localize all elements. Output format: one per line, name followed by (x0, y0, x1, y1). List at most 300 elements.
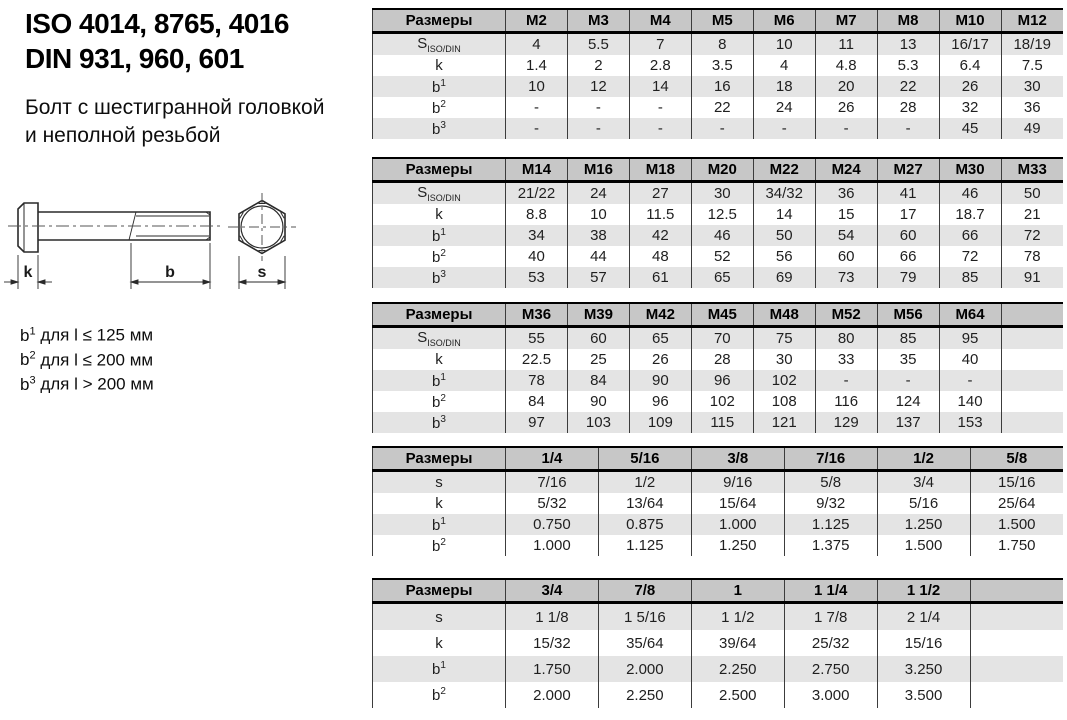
table-cell: 1.125 (598, 535, 691, 556)
table-cell: 7.5 (1001, 55, 1063, 76)
table-cell: 2 (567, 55, 629, 76)
table-cell: 60 (567, 327, 629, 350)
row-label: $b^1$ (373, 225, 506, 246)
table-row (373, 630, 1064, 656)
table-cell: 26 (815, 97, 877, 118)
page-subtitle (25, 94, 324, 150)
table-cell: 55 (506, 327, 568, 350)
table-cell: 103 (567, 412, 629, 433)
table-cell: 3.250 (877, 656, 970, 682)
table-cell: 65 (629, 327, 691, 350)
table-cell: 46 (939, 182, 1001, 205)
table-cell: 56 (753, 246, 815, 267)
row-label: $b^3$ (373, 267, 506, 288)
table-cell: 1.000 (691, 514, 784, 535)
table-cell: 2.000 (598, 656, 691, 682)
table-cell: 26 (629, 349, 691, 370)
table-cell: - (629, 97, 691, 118)
table-cell: 40 (506, 246, 568, 267)
table-cell: 41 (877, 182, 939, 205)
table-cell: 27 (629, 182, 691, 205)
table-cell: 84 (506, 391, 568, 412)
row-label-column-header: Размеры (373, 447, 506, 471)
table-cell: 1 1/8 (506, 603, 599, 631)
table-row (373, 267, 1064, 288)
table-cell: 15/64 (691, 493, 784, 514)
table-cell: 95 (939, 327, 1001, 350)
table-inch-large-wrap (372, 578, 1063, 708)
row-label: $b^2$ (373, 535, 506, 556)
table-cell: 2.8 (629, 55, 691, 76)
table-cell: - (567, 97, 629, 118)
table-cell: 13 (877, 33, 939, 56)
table-cell: 30 (1001, 76, 1063, 97)
size-column-header: M16 (567, 158, 629, 182)
table-row (373, 370, 1064, 391)
table-cell: 15/16 (877, 630, 970, 656)
table-cell: 10 (506, 76, 568, 97)
row-label: s (373, 603, 506, 631)
drawing-note: $b^2$ для l ≤ 200 мм (20, 349, 154, 370)
table-row (373, 349, 1064, 370)
size-column-header: 7/8 (598, 579, 691, 603)
drawing-notes (20, 321, 154, 395)
table-cell: 13/64 (598, 493, 691, 514)
size-column-header: M36 (506, 303, 568, 327)
table-cell: 2.250 (598, 682, 691, 708)
row-label-column-header: Размеры (373, 579, 506, 603)
table-cell: 1 1/2 (691, 603, 784, 631)
table-cell: 1.750 (506, 656, 599, 682)
table-cell: 16/17 (939, 33, 1001, 56)
table-cell: 28 (877, 97, 939, 118)
table-cell: 30 (691, 182, 753, 205)
row-label: $b^2$ (373, 391, 506, 412)
table-cell (970, 656, 1063, 682)
dimension-table-metric-medium (372, 157, 1063, 288)
table-metric-large-wrap (372, 302, 1063, 433)
table-cell: 91 (1001, 267, 1063, 288)
table-cell: 2.750 (784, 656, 877, 682)
size-column-header: M4 (629, 9, 691, 33)
table-cell: 4 (753, 55, 815, 76)
table-cell: 90 (567, 391, 629, 412)
table-header-row (373, 9, 1064, 33)
size-column-header: M8 (877, 9, 939, 33)
table-cell (1001, 327, 1063, 350)
table-cell: 52 (691, 246, 753, 267)
table-cell: 34 (506, 225, 568, 246)
table-row (373, 204, 1064, 225)
bolt-side-view (18, 203, 210, 252)
table-cell: 78 (506, 370, 568, 391)
table-cell: 61 (629, 267, 691, 288)
dim-label-b: b (165, 264, 175, 281)
row-label: $b^1$ (373, 514, 506, 535)
table-cell: 48 (629, 246, 691, 267)
row-label: $b^2$ (373, 97, 506, 118)
drawing-note: $b^3$ для l > 200 мм (20, 374, 154, 394)
size-column-header: 3/8 (691, 447, 784, 471)
size-column-header: M2 (506, 9, 568, 33)
table-cell: 79 (877, 267, 939, 288)
table-row (373, 514, 1064, 535)
table-cell: 22.5 (506, 349, 568, 370)
table-row (373, 118, 1064, 139)
title-iso: ISO 4014, 8765, 4016 (25, 8, 289, 39)
table-row (373, 603, 1064, 631)
size-column-header: M27 (877, 158, 939, 182)
table-cell: - (815, 118, 877, 139)
table-cell: 21/22 (506, 182, 568, 205)
size-column-header: M52 (815, 303, 877, 327)
table-cell: 39/64 (691, 630, 784, 656)
table-cell: 1 5/16 (598, 603, 691, 631)
table-cell: - (506, 118, 568, 139)
table-row (373, 55, 1064, 76)
table-cell: 33 (815, 349, 877, 370)
size-column-header: M39 (567, 303, 629, 327)
size-column-header: 1 1/2 (877, 579, 970, 603)
size-column-header: M3 (567, 9, 629, 33)
table-cell: 96 (629, 391, 691, 412)
size-column-header: 1/2 (877, 447, 970, 471)
table-cell: 102 (691, 391, 753, 412)
table-cell (1001, 391, 1063, 412)
table-cell: 3/4 (877, 471, 970, 494)
table-row (373, 493, 1064, 514)
table-cell: 60 (815, 246, 877, 267)
table-cell: - (691, 118, 753, 139)
table-cell: 69 (753, 267, 815, 288)
table-cell: 0.750 (506, 514, 599, 535)
size-column-header: M6 (753, 9, 815, 33)
table-cell: 10 (753, 33, 815, 56)
table-cell: 25/32 (784, 630, 877, 656)
table-header-row (373, 579, 1064, 603)
dimension-table-metric-large (372, 302, 1063, 433)
table-row (373, 33, 1064, 56)
table-cell: 38 (567, 225, 629, 246)
table-cell: 17 (877, 204, 939, 225)
table-cell: 22 (691, 97, 753, 118)
table-cell: 50 (753, 225, 815, 246)
table-cell: 35 (877, 349, 939, 370)
table-cell: 9/16 (691, 471, 784, 494)
row-label: $b^2$ (373, 246, 506, 267)
table-cell: - (567, 118, 629, 139)
table-cell: 97 (506, 412, 568, 433)
row-label: $b^3$ (373, 412, 506, 433)
table-cell: 72 (939, 246, 1001, 267)
table-cell: 140 (939, 391, 1001, 412)
dimension-table-metric-small (372, 8, 1063, 139)
table-cell: 15 (815, 204, 877, 225)
table-cell: 102 (753, 370, 815, 391)
table-cell: 14 (629, 76, 691, 97)
table-cell: 66 (939, 225, 1001, 246)
table-inch-small-wrap (372, 446, 1063, 556)
table-cell: - (815, 370, 877, 391)
table-cell: 85 (877, 327, 939, 350)
table-cell: 84 (567, 370, 629, 391)
table-cell: 3.5 (691, 55, 753, 76)
table-cell: - (506, 97, 568, 118)
row-label: k (373, 630, 506, 656)
table-cell: 12.5 (691, 204, 753, 225)
row-label: $b^1$ (373, 370, 506, 391)
table-cell: 72 (1001, 225, 1063, 246)
size-column-header: M10 (939, 9, 1001, 33)
table-cell: 108 (753, 391, 815, 412)
table-cell: 85 (939, 267, 1001, 288)
table-cell: 5.3 (877, 55, 939, 76)
row-label: $b^2$ (373, 682, 506, 708)
size-column-header: M22 (753, 158, 815, 182)
size-column-header: 1 (691, 579, 784, 603)
table-cell: 28 (691, 349, 753, 370)
table-cell: 80 (815, 327, 877, 350)
table-cell: 1.375 (784, 535, 877, 556)
row-label: k (373, 349, 506, 370)
row-label-column-header: Размеры (373, 303, 506, 327)
table-cell (1001, 412, 1063, 433)
table-cell: 44 (567, 246, 629, 267)
table-cell: 18/19 (1001, 33, 1063, 56)
table-cell: 49 (1001, 118, 1063, 139)
table-cell: 1/2 (598, 471, 691, 494)
page-title (25, 6, 289, 76)
table-cell: 116 (815, 391, 877, 412)
row-label: k (373, 493, 506, 514)
table-cell: 35/64 (598, 630, 691, 656)
row-label: s (373, 471, 506, 494)
size-column-header: 5/16 (598, 447, 691, 471)
table-cell: 20 (815, 76, 877, 97)
table-row (373, 225, 1064, 246)
table-row (373, 76, 1064, 97)
size-column-header: M18 (629, 158, 691, 182)
size-column-header: M64 (939, 303, 1001, 327)
size-column-header: 5/8 (970, 447, 1063, 471)
table-cell: 18 (753, 76, 815, 97)
table-cell: 1.250 (877, 514, 970, 535)
dimension-table-inch-small (372, 446, 1063, 556)
row-label: $b^1$ (373, 76, 506, 97)
table-cell: 2.500 (691, 682, 784, 708)
table-cell: 50 (1001, 182, 1063, 205)
table-cell: 45 (939, 118, 1001, 139)
table-cell: - (877, 370, 939, 391)
table-cell: 65 (691, 267, 753, 288)
table-cell: 5/16 (877, 493, 970, 514)
table-cell: 1.750 (970, 535, 1063, 556)
table-cell (1001, 349, 1063, 370)
table-row (373, 246, 1064, 267)
table-cell: 5/8 (784, 471, 877, 494)
table-cell: 2.000 (506, 682, 599, 708)
table-cell: 4.8 (815, 55, 877, 76)
size-column-header: M33 (1001, 158, 1063, 182)
size-column-header: M45 (691, 303, 753, 327)
table-metric-small-wrap (372, 8, 1063, 139)
row-label: $b^3$ (373, 118, 506, 139)
table-row (373, 471, 1064, 494)
table-row (373, 182, 1064, 205)
table-cell (970, 682, 1063, 708)
table-cell: 109 (629, 412, 691, 433)
table-cell: 40 (939, 349, 1001, 370)
subtitle-line2: и неполной резьбой (25, 124, 221, 147)
table-metric-medium-wrap (372, 157, 1063, 288)
table-cell: 15/32 (506, 630, 599, 656)
table-cell: 11.5 (629, 204, 691, 225)
dimension-table-inch-large (372, 578, 1063, 708)
table-cell: 32 (939, 97, 1001, 118)
table-row (373, 327, 1064, 350)
table-cell: 1.125 (784, 514, 877, 535)
table-cell: 16 (691, 76, 753, 97)
row-label: $S_{ISO/DIN}$ (373, 33, 506, 56)
title-din: DIN 931, 960, 601 (25, 43, 244, 74)
size-column-header (1001, 303, 1063, 327)
table-cell: 21 (1001, 204, 1063, 225)
table-cell: 46 (691, 225, 753, 246)
table-cell: 34/32 (753, 182, 815, 205)
dim-label-k: k (23, 264, 33, 281)
table-cell: 96 (691, 370, 753, 391)
table-cell: 8 (691, 33, 753, 56)
table-cell: 25 (567, 349, 629, 370)
table-cell: 1.4 (506, 55, 568, 76)
table-cell: 78 (1001, 246, 1063, 267)
row-label-column-header: Размеры (373, 158, 506, 182)
table-cell: 18.7 (939, 204, 1001, 225)
row-label: $S_{ISO/DIN}$ (373, 327, 506, 350)
table-cell: - (877, 118, 939, 139)
size-column-header: M14 (506, 158, 568, 182)
table-cell: 1.500 (970, 514, 1063, 535)
table-cell: 54 (815, 225, 877, 246)
table-cell: 25/64 (970, 493, 1063, 514)
drawing-note: $b^1$ для l ≤ 125 мм (20, 325, 154, 345)
size-column-header: M24 (815, 158, 877, 182)
table-cell: 14 (753, 204, 815, 225)
table-cell: 121 (753, 412, 815, 433)
size-column-header: 3/4 (506, 579, 599, 603)
table-row (373, 656, 1064, 682)
size-column-header: M5 (691, 9, 753, 33)
bolt-technical-drawing (0, 185, 330, 310)
table-cell: 57 (567, 267, 629, 288)
table-cell: 73 (815, 267, 877, 288)
table-cell: 1.500 (877, 535, 970, 556)
table-cell: 60 (877, 225, 939, 246)
table-cell: 153 (939, 412, 1001, 433)
table-cell: 22 (877, 76, 939, 97)
table-cell: 8.8 (506, 204, 568, 225)
table-header-row (373, 447, 1064, 471)
table-cell: 115 (691, 412, 753, 433)
table-cell (970, 630, 1063, 656)
size-column-header: M48 (753, 303, 815, 327)
table-cell: 124 (877, 391, 939, 412)
table-cell: 129 (815, 412, 877, 433)
table-cell: 1.250 (691, 535, 784, 556)
table-cell: 24 (567, 182, 629, 205)
table-cell: 15/16 (970, 471, 1063, 494)
table-cell: 3.500 (877, 682, 970, 708)
table-cell: 66 (877, 246, 939, 267)
size-column-header (970, 579, 1063, 603)
table-cell: 5/32 (506, 493, 599, 514)
row-label: k (373, 204, 506, 225)
table-cell: 9/32 (784, 493, 877, 514)
table-cell (1001, 370, 1063, 391)
table-cell: 7 (629, 33, 691, 56)
table-cell: 7/16 (506, 471, 599, 494)
size-column-header: M12 (1001, 9, 1063, 33)
table-header-row (373, 303, 1064, 327)
table-cell (970, 603, 1063, 631)
size-column-header: 1 1/4 (784, 579, 877, 603)
dim-label-s: s (257, 264, 267, 281)
table-cell: 30 (753, 349, 815, 370)
table-cell: 1 7/8 (784, 603, 877, 631)
size-column-header: M7 (815, 9, 877, 33)
table-cell: 2 1/4 (877, 603, 970, 631)
subtitle-line1: Болт с шестигранной головкой (25, 96, 325, 119)
table-cell: - (629, 118, 691, 139)
table-row (373, 682, 1064, 708)
table-header-row (373, 158, 1064, 182)
table-cell: 4 (506, 33, 568, 56)
dimension-lines (4, 243, 285, 289)
table-cell: - (939, 370, 1001, 391)
size-column-header: M42 (629, 303, 691, 327)
table-cell: 6.4 (939, 55, 1001, 76)
table-cell: 42 (629, 225, 691, 246)
row-label: $b^1$ (373, 656, 506, 682)
table-cell: 70 (691, 327, 753, 350)
table-cell: 137 (877, 412, 939, 433)
table-cell: 36 (815, 182, 877, 205)
table-cell: 10 (567, 204, 629, 225)
table-cell: 36 (1001, 97, 1063, 118)
table-cell: 5.5 (567, 33, 629, 56)
table-row (373, 412, 1064, 433)
table-cell: - (753, 118, 815, 139)
row-label-column-header: Размеры (373, 9, 506, 33)
size-column-header: M30 (939, 158, 1001, 182)
table-cell: 26 (939, 76, 1001, 97)
size-column-header: M56 (877, 303, 939, 327)
table-cell: 53 (506, 267, 568, 288)
size-column-header: 7/16 (784, 447, 877, 471)
table-row (373, 535, 1064, 556)
table-cell: 90 (629, 370, 691, 391)
table-cell: 75 (753, 327, 815, 350)
table-row (373, 391, 1064, 412)
table-cell: 12 (567, 76, 629, 97)
size-column-header: M20 (691, 158, 753, 182)
size-column-header: 1/4 (506, 447, 599, 471)
table-cell: 0.875 (598, 514, 691, 535)
row-label: k (373, 55, 506, 76)
table-row (373, 97, 1064, 118)
table-cell: 2.250 (691, 656, 784, 682)
row-label: $S_{ISO/DIN}$ (373, 182, 506, 205)
